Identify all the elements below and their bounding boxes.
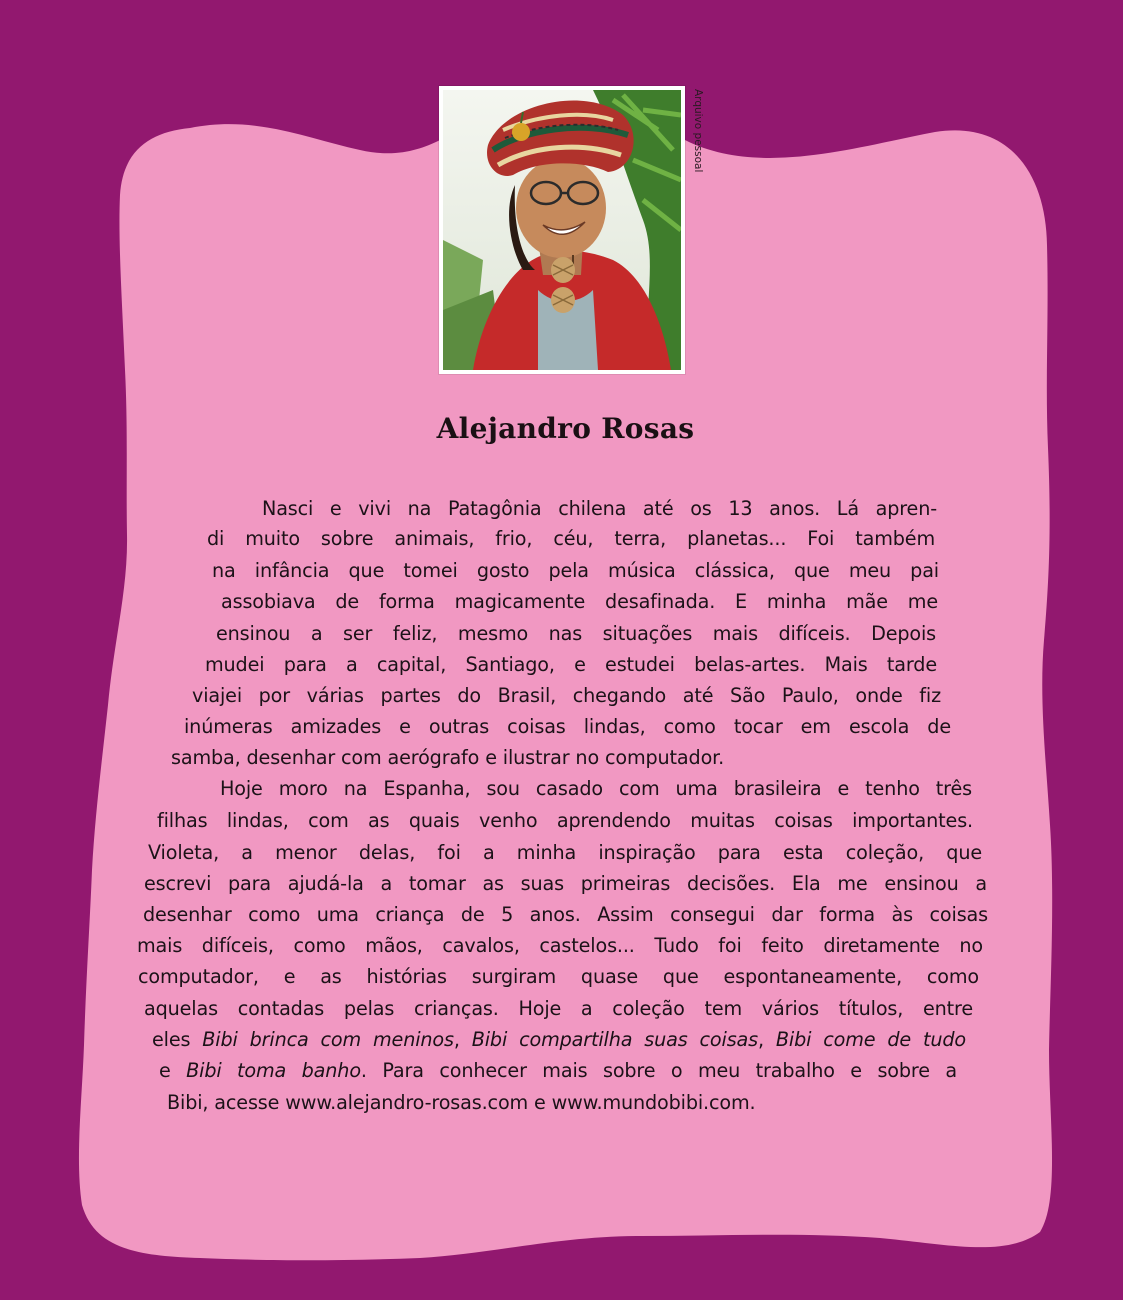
book-title: Bibi come de tudo xyxy=(775,1028,966,1051)
bio-line: assobiava de forma magicamente desafinada. E minha mãe me xyxy=(221,590,938,613)
bio-line: mais difíceis, como mãos, cavalos, castelos... Tudo foi feito diretamente no xyxy=(137,934,983,957)
bio-line: eles Bibi brinca com meninos, Bibi compartilha suas coisas, Bibi come de tudo xyxy=(152,1028,966,1051)
bio-line: na infância que tomei gosto pela música clássica, que meu pai xyxy=(212,559,939,582)
bio-line: Hoje moro na Espanha, sou casado com uma brasileira e tenho três xyxy=(220,777,972,800)
bio-line: ensinou a ser feliz, mesmo nas situações mais difíceis. Depois xyxy=(216,622,936,645)
bio-line: computador, e as histórias surgiram quase que espontaneamente, como xyxy=(138,965,979,988)
bio-line: samba, desenhar com aerógrafo e ilustrar no computador. xyxy=(171,746,725,769)
bio-line: mudei para a capital, Santiago, e estudei belas-artes. Mais tarde xyxy=(205,653,937,676)
author-name: Alejandro Rosas xyxy=(436,412,695,445)
book-title: Bibi toma banho xyxy=(186,1059,361,1082)
bio-line: e Bibi toma banho. Para conhecer mais sobre o meu trabalho e sobre a xyxy=(159,1059,957,1082)
bio-line: inúmeras amizades e outras coisas lindas, como tocar em escola de xyxy=(184,715,951,738)
bio-line: desenhar como uma criança de 5 anos. Assim consegui dar forma às coisas xyxy=(143,903,988,926)
bio-line: filhas lindas, com as quais venho aprendendo muitas coisas importantes. xyxy=(157,809,973,832)
bio-line: viajei por várias partes do Brasil, chegando até São Paulo, onde fiz xyxy=(192,684,941,707)
book-title: Bibi brinca com meninos xyxy=(202,1028,454,1051)
bio-line: aquelas contadas pelas crianças. Hoje a coleção tem vários títulos, entre xyxy=(144,997,973,1020)
photo-credit: Arquivo pessoal xyxy=(692,89,704,173)
book-title: Bibi compartilha suas coisas xyxy=(471,1028,758,1051)
bio-line: Nasci e vivi na Patagônia chilena até os 13 anos. Lá apren- xyxy=(262,497,937,520)
author-photo xyxy=(439,86,685,374)
bio-line: di muito sobre animais, frio, céu, terra, planetas... Foi também xyxy=(207,527,935,550)
bio-line: Violeta, a menor delas, foi a minha inspiração para esta coleção, que xyxy=(148,841,982,864)
bio-line: escrevi para ajudá-la a tomar as suas primeiras decisões. Ela me ensinou a xyxy=(144,872,987,895)
bio-line: Bibi, acesse www.alejandro-rosas.com e www.mundobibi.com. xyxy=(167,1091,756,1114)
